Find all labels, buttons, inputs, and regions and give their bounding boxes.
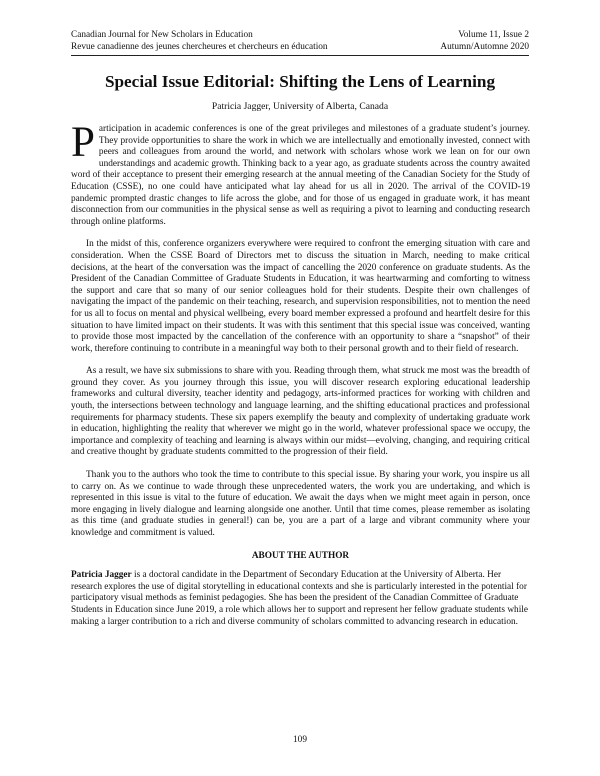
about-author-heading: ABOUT THE AUTHOR xyxy=(251,550,350,561)
paragraph-2: In the midst of this, conference organizers everywhere were required to confront the emerging situation with care and consideration. When the CSSE Board of Directors met to discuss the situation in March, needing to make critical decisions, at the heart of the conversation was the impact of cancelling the 2020 conference on graduate students. As the President of the Canadian Committee of Graduate Students in Education, it was heartwarming and comforting to witness the support and care that so many of our senior colleagues hold for their students. Despite their own challenges of navigating the impact of the pandemic on their teaching, research, and supervision responsibilities, not to mention the need for us all to focus on mental and physical wellbeing, every board member expressed a profound and heartfelt desire for this situation to have limited impact on their students. It was with this sentiment that this special issue was conceived, wanting to provide those most impacted by the cancellation of the conference with an opportunity to share a “snapshot” of their work, therefore continuing to contribute in a meaningful way both to their personal growth and to their field of research. xyxy=(71,239,530,354)
season: Autumn/Automne 2020 xyxy=(440,41,529,52)
page-number: 109 xyxy=(293,735,307,745)
article-title: Special Issue Editorial: Shifting the Lens of Learning xyxy=(104,72,496,91)
journal-title-fr: Revue canadienne des jeunes chercheures et chercheurs en éducation xyxy=(71,41,328,52)
author-name: Patricia Jagger xyxy=(71,570,132,581)
paragraph-3: As a result, we have six submissions to share with you. Reading through them, what struck me most was the breadth of ground they cover. As you journey through this issue, you will discover research exploring educational leadership frameworks and cultural diversity, teacher identity and pedagogy, arts-informed practices for working with children and youth, the intersections between technology and language learning, and the shifting educational practices and professional requirements for pharmacy students. These six papers exemplify the beauty and complexity of undertaking graduate work in education, highlighting the reality that wherever we might go in the world, whatever professional space we occupy, the importance and complexity of teaching and learning is always within our midst—evolving, changing, and requiring critical and creative thought by graduate students committed to the progression of their field. xyxy=(71,366,530,458)
volume-issue: Volume 11, Issue 2 xyxy=(458,30,529,40)
drop-cap: P xyxy=(71,119,95,166)
journal-title-en: Canadian Journal for New Scholars in Education xyxy=(71,30,253,40)
header-divider xyxy=(71,55,529,56)
header-row-2 xyxy=(71,42,529,54)
article-body xyxy=(71,119,530,639)
running-header xyxy=(71,30,529,53)
author-bio xyxy=(71,570,530,628)
header-row-1 xyxy=(71,30,529,42)
paragraph-4: Thank you to the authors who took the time to contribute to this special issue. By sharing your work, you inspire us all to carry on. As we continue to wade through these unprecedented waters, the work you are undertaking, and which is represented in this issue is vital to the future of education. We await the days when we might meet again in person, once more engaging in lively dialogue and learning alongside one another. Until that time comes, please remember as isolating as this time (and graduate studies in general!) can be, you are a part of a large and vibrant community where your knowledge and commitment is valued. xyxy=(71,470,530,538)
paragraph-1-text: articipation in academic conferences is one of the great privileges and milestones of a graduate student’s journey. They provide opportunities to share the work in which we are intellectually and emotionally invested, connect with peers and colleagues from around the world, and network with scholars whose work we lean on for our own understandings and academic growth. Thinking back to a year ago, as graduate students across the country awaited word of their acceptance to present their emerging research at the annual meeting of the Canadian Society for the Study of Education (CSSE), no one could have anticipated what lay ahead for us all in 2020. The arrival of the COVID-19 pandemic prompted drastic changes to life across the globe, and for those of us engaged in graduate work, it has meant disconnection from our communities in the physical sense as well as requiring a pivot to learning and conducting research through online platforms. xyxy=(71,124,530,227)
author-bio-text: is a doctoral candidate in the Department of Secondary Education at the University of Alberta. Her research explores the use of digital storytelling in educational contexts and she is particularly interested in the potential for participatory visual methods as feminist pedagogies. She has been the president of the Canadian Committee of Graduate Students in Education since June 2019, a role which allows her to support and represent her fellow graduate students while making a larger contribution to a rich and diverse community of scholars committed to advancing research in education. xyxy=(71,570,528,627)
paragraph-1 xyxy=(71,119,530,228)
author-byline: Patricia Jagger, University of Alberta, Canada xyxy=(211,101,389,112)
